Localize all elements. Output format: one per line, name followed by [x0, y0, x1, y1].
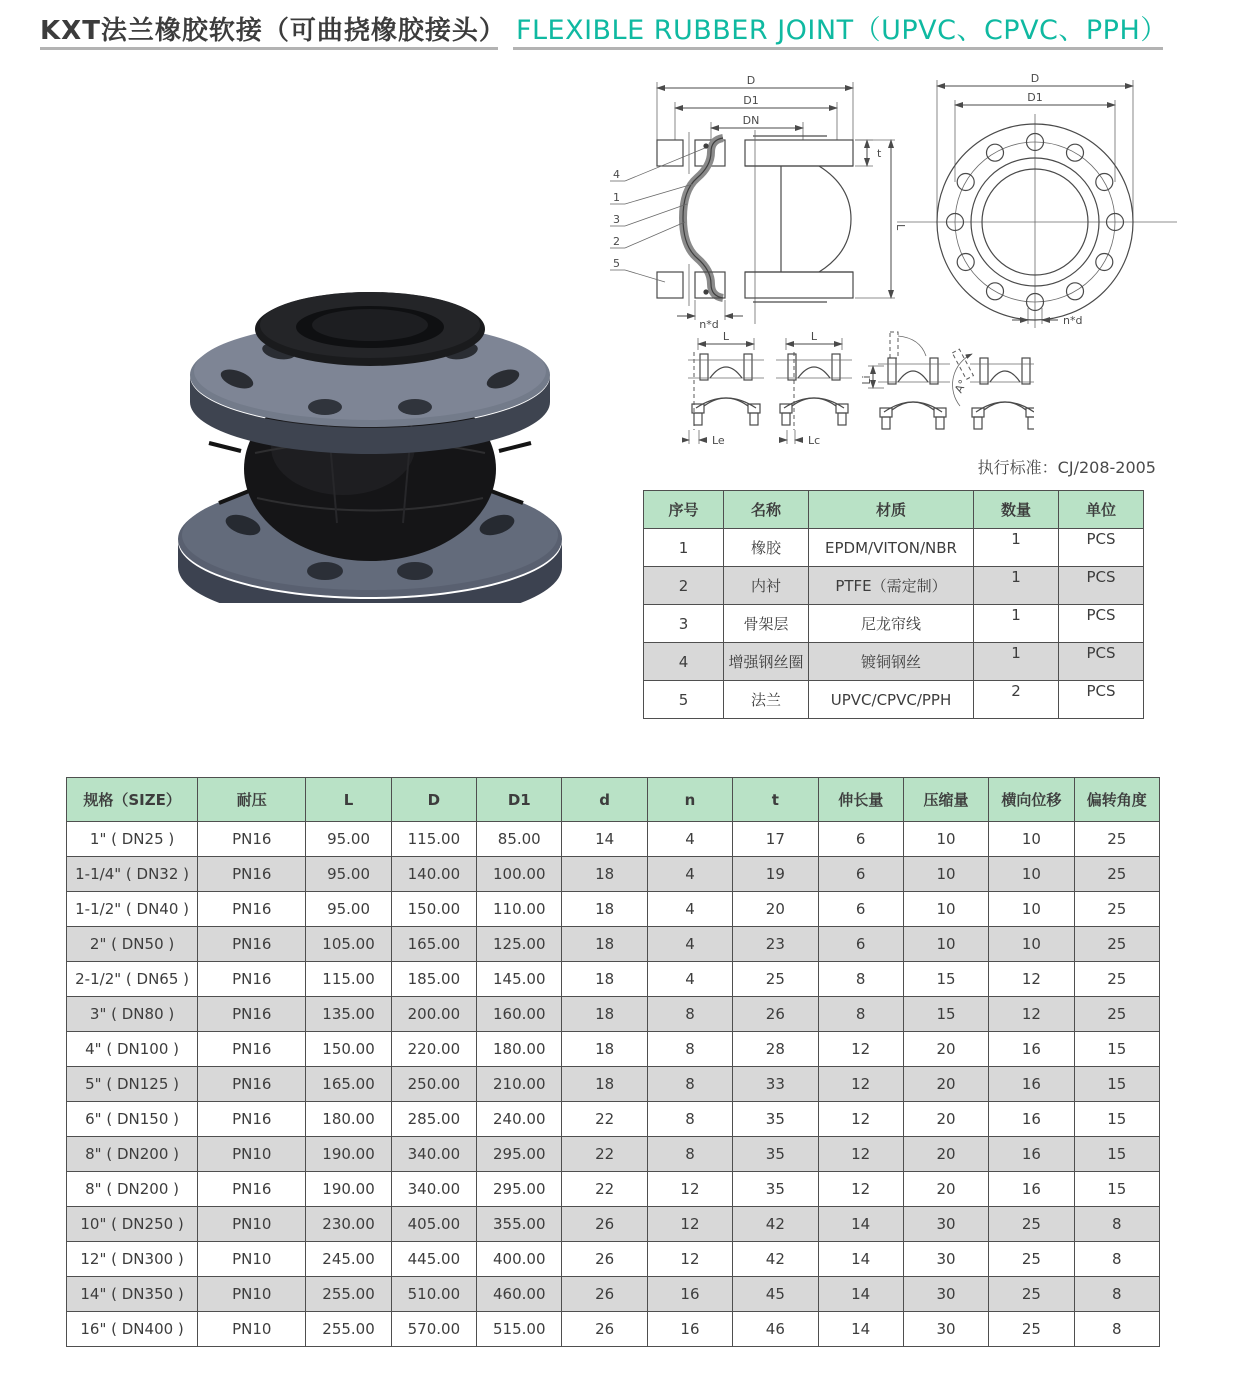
- table-cell: 46: [733, 1312, 818, 1347]
- diagram-elongation: [682, 330, 764, 447]
- table-cell: 20: [733, 892, 818, 927]
- table-cell: 6: [818, 892, 903, 927]
- table-row: [67, 1242, 1160, 1277]
- diagram-lateral: [860, 332, 950, 429]
- part-label-4: 4: [613, 168, 620, 181]
- table-cell: 25: [989, 1277, 1074, 1312]
- table-row: [67, 1312, 1160, 1347]
- table-cell: 4: [647, 892, 732, 927]
- table-cell: 95.00: [306, 857, 391, 892]
- dim-label-L: L: [894, 224, 907, 231]
- table-cell: 510.00: [391, 1277, 476, 1312]
- table-cell: 25: [1074, 927, 1159, 962]
- table-row: [67, 1032, 1160, 1067]
- table-cell: 28: [733, 1032, 818, 1067]
- table-cell: PN16: [198, 962, 306, 997]
- table-cell: PCS: [1059, 567, 1144, 605]
- table-cell: 26: [562, 1312, 647, 1347]
- table-cell: 8: [1074, 1312, 1159, 1347]
- table-cell: PCS: [1059, 681, 1144, 719]
- table-cell: 12: [647, 1172, 732, 1207]
- table-cell: 25: [1074, 822, 1159, 857]
- table-cell: 8: [647, 997, 732, 1032]
- table-cell: 15: [1074, 1102, 1159, 1137]
- deformation-diagrams: [682, 330, 1034, 462]
- table-cell: 10: [989, 892, 1074, 927]
- table-cell: 20: [903, 1137, 988, 1172]
- table-cell: 1: [974, 567, 1059, 605]
- table-cell: 2-1/2" ( DN65 ): [67, 962, 198, 997]
- table-cell: 135.00: [306, 997, 391, 1032]
- table-cell: 6: [818, 857, 903, 892]
- table-cell: 16" ( DN400 ): [67, 1312, 198, 1347]
- table-cell: 18: [562, 962, 647, 997]
- table-cell: 18: [562, 1032, 647, 1067]
- table-cell: 12: [989, 997, 1074, 1032]
- table-cell: 460.00: [477, 1277, 562, 1312]
- dim-label-Lc: Lc: [808, 434, 821, 447]
- column-header: 规格（SIZE）: [67, 778, 198, 822]
- table-cell: 570.00: [391, 1312, 476, 1347]
- table-cell: 12: [818, 1067, 903, 1102]
- table-row: [644, 567, 1144, 605]
- table-cell: 445.00: [391, 1242, 476, 1277]
- table-cell: 8: [647, 1102, 732, 1137]
- table-cell: 295.00: [477, 1137, 562, 1172]
- table-cell: 33: [733, 1067, 818, 1102]
- table-cell: 200.00: [391, 997, 476, 1032]
- table-cell: PN16: [198, 997, 306, 1032]
- dim-label-DN: DN: [742, 114, 760, 127]
- table-cell: 12: [989, 962, 1074, 997]
- column-header: 序号: [644, 491, 724, 529]
- table-cell: PN16: [198, 1067, 306, 1102]
- table-cell: 14: [818, 1242, 903, 1277]
- dim-label-D1: D1: [743, 94, 759, 107]
- page-title-english: FLEXIBLE RUBBER JOINT（UPVC、CPVC、PPH）: [515, 15, 1168, 46]
- table-cell: 22: [562, 1137, 647, 1172]
- table-row: [644, 529, 1144, 567]
- table-cell: 4: [644, 643, 724, 681]
- table-cell: 42: [733, 1207, 818, 1242]
- table-cell: 12: [647, 1207, 732, 1242]
- front-view-drawing: [895, 72, 1180, 330]
- table-cell: 25: [989, 1312, 1074, 1347]
- dim-label-L: L: [722, 330, 730, 343]
- table-cell: 22: [562, 1102, 647, 1137]
- table-cell: 45: [733, 1277, 818, 1312]
- table-cell: 190.00: [306, 1137, 391, 1172]
- column-header: 数量: [974, 491, 1059, 529]
- table-cell: EPDM/VITON/NBR: [809, 529, 974, 567]
- column-header: n: [647, 778, 732, 822]
- table-cell: 10" ( DN250 ): [67, 1207, 198, 1242]
- parts-table-header-row: [644, 491, 1144, 529]
- table-cell: 4" ( DN100 ): [67, 1032, 198, 1067]
- table-cell: 14: [562, 822, 647, 857]
- table-cell: 165.00: [306, 1067, 391, 1102]
- diagram-angular: [952, 349, 1034, 429]
- table-cell: PN16: [198, 1032, 306, 1067]
- table-cell: PN10: [198, 1137, 306, 1172]
- table-cell: 1: [644, 529, 724, 567]
- table-cell: 5: [644, 681, 724, 719]
- table-cell: PN10: [198, 1242, 306, 1277]
- table-cell: 25: [1074, 997, 1159, 1032]
- dim-label-Li: Li: [860, 375, 873, 385]
- part-label-2: 2: [613, 235, 620, 248]
- table-cell: 8" ( DN200 ): [67, 1172, 198, 1207]
- table-cell: 8: [647, 1137, 732, 1172]
- table-cell: 20: [903, 1102, 988, 1137]
- table-row: [67, 1102, 1160, 1137]
- table-cell: 骨架层: [724, 605, 809, 643]
- column-header: 材质: [809, 491, 974, 529]
- dim-label-D: D: [1030, 72, 1040, 85]
- table-row: [644, 605, 1144, 643]
- table-cell: 400.00: [477, 1242, 562, 1277]
- table-row: [67, 1172, 1160, 1207]
- table-cell: 180.00: [477, 1032, 562, 1067]
- table-cell: 内衬: [724, 567, 809, 605]
- spec-table-header-row: [67, 778, 1160, 822]
- table-row: [67, 1137, 1160, 1172]
- table-cell: 10: [903, 892, 988, 927]
- table-cell: 14: [818, 1207, 903, 1242]
- table-cell: 12" ( DN300 ): [67, 1242, 198, 1277]
- table-cell: 16: [989, 1137, 1074, 1172]
- table-cell: 2: [974, 681, 1059, 719]
- spec-table: [66, 777, 1160, 1347]
- table-cell: 18: [562, 1067, 647, 1102]
- part-label-5: 5: [613, 257, 620, 270]
- dim-label-D: D: [746, 74, 756, 87]
- table-cell: 18: [562, 927, 647, 962]
- table-row: [67, 927, 1160, 962]
- table-cell: 355.00: [477, 1207, 562, 1242]
- table-cell: 16: [989, 1172, 1074, 1207]
- table-cell: 12: [647, 1242, 732, 1277]
- table-cell: 4: [647, 927, 732, 962]
- table-cell: 255.00: [306, 1312, 391, 1347]
- table-cell: 8: [647, 1032, 732, 1067]
- standard-note: 执行标准：CJ/208-2005: [977, 458, 1156, 477]
- table-cell: 220.00: [391, 1032, 476, 1067]
- table-cell: PN16: [198, 857, 306, 892]
- dim-label-nd: n*d: [699, 318, 719, 330]
- table-cell: 10: [903, 857, 988, 892]
- table-cell: 20: [903, 1172, 988, 1207]
- page-title: [40, 8, 1168, 47]
- table-cell: 8" ( DN200 ): [67, 1137, 198, 1172]
- table-cell: 23: [733, 927, 818, 962]
- column-header: D: [391, 778, 476, 822]
- table-cell: PCS: [1059, 529, 1144, 567]
- table-cell: 22: [562, 1172, 647, 1207]
- column-header: d: [562, 778, 647, 822]
- table-cell: 10: [989, 927, 1074, 962]
- table-cell: 26: [562, 1277, 647, 1312]
- table-cell: 30: [903, 1277, 988, 1312]
- table-cell: PN16: [198, 927, 306, 962]
- table-cell: 25: [989, 1242, 1074, 1277]
- table-cell: 15: [1074, 1032, 1159, 1067]
- table-cell: 25: [733, 962, 818, 997]
- table-cell: 8: [818, 962, 903, 997]
- table-cell: 4: [647, 962, 732, 997]
- table-cell: 105.00: [306, 927, 391, 962]
- table-cell: 25: [989, 1207, 1074, 1242]
- table-cell: 12: [818, 1032, 903, 1067]
- table-cell: 12: [818, 1102, 903, 1137]
- table-row: [67, 857, 1160, 892]
- table-cell: 35: [733, 1102, 818, 1137]
- table-cell: 15: [1074, 1137, 1159, 1172]
- table-cell: 12: [818, 1172, 903, 1207]
- table-cell: 240.00: [477, 1102, 562, 1137]
- table-cell: 340.00: [391, 1137, 476, 1172]
- table-cell: 8: [1074, 1277, 1159, 1312]
- table-cell: 15: [903, 997, 988, 1032]
- table-cell: 95.00: [306, 892, 391, 927]
- table-cell: 8: [647, 1067, 732, 1102]
- table-cell: 25: [1074, 962, 1159, 997]
- table-cell: 30: [903, 1312, 988, 1347]
- part-leader-lines: [610, 148, 705, 282]
- table-cell: PCS: [1059, 605, 1144, 643]
- column-header: D1: [477, 778, 562, 822]
- table-row: [67, 1277, 1160, 1312]
- table-cell: 15: [903, 962, 988, 997]
- column-header: 单位: [1059, 491, 1144, 529]
- table-cell: 165.00: [391, 927, 476, 962]
- dim-label-L: L: [810, 330, 818, 343]
- dim-label-t: t: [877, 147, 882, 160]
- table-cell: 285.00: [391, 1102, 476, 1137]
- dim-label-nd: n*d: [1063, 314, 1083, 327]
- table-cell: 25: [1074, 892, 1159, 927]
- part-label-1: 1: [613, 191, 620, 204]
- table-cell: 295.00: [477, 1172, 562, 1207]
- table-cell: 250.00: [391, 1067, 476, 1102]
- table-cell: 160.00: [477, 997, 562, 1032]
- table-cell: 6" ( DN150 ): [67, 1102, 198, 1137]
- table-cell: 14: [818, 1277, 903, 1312]
- table-cell: 10: [989, 822, 1074, 857]
- product-photo: [175, 283, 565, 603]
- parts-table: [643, 490, 1144, 719]
- table-cell: 255.00: [306, 1277, 391, 1312]
- table-cell: 1-1/2" ( DN40 ): [67, 892, 198, 927]
- table-cell: 115.00: [391, 822, 476, 857]
- table-cell: 110.00: [477, 892, 562, 927]
- table-cell: 1: [974, 529, 1059, 567]
- table-cell: PN16: [198, 1172, 306, 1207]
- table-cell: 20: [903, 1032, 988, 1067]
- table-cell: UPVC/CPVC/PPH: [809, 681, 974, 719]
- table-cell: PN10: [198, 1312, 306, 1347]
- table-cell: 4: [647, 822, 732, 857]
- table-cell: PN10: [198, 1207, 306, 1242]
- table-cell: 340.00: [391, 1172, 476, 1207]
- table-cell: 尼龙帘线: [809, 605, 974, 643]
- table-cell: 15: [1074, 1067, 1159, 1102]
- table-cell: 18: [562, 997, 647, 1032]
- table-cell: 190.00: [306, 1172, 391, 1207]
- table-cell: 19: [733, 857, 818, 892]
- column-header: 耐压: [198, 778, 306, 822]
- part-label-3: 3: [613, 213, 620, 226]
- table-cell: 1: [974, 605, 1059, 643]
- table-cell: 镀铜钢丝: [809, 643, 974, 681]
- table-cell: 85.00: [477, 822, 562, 857]
- table-cell: 30: [903, 1242, 988, 1277]
- table-cell: 法兰: [724, 681, 809, 719]
- table-cell: 125.00: [477, 927, 562, 962]
- table-cell: PN16: [198, 822, 306, 857]
- table-cell: 16: [647, 1277, 732, 1312]
- column-header: 伸长量: [818, 778, 903, 822]
- table-cell: PCS: [1059, 643, 1144, 681]
- table-cell: 8: [1074, 1242, 1159, 1277]
- table-cell: 1-1/4" ( DN32 ): [67, 857, 198, 892]
- table-cell: 17: [733, 822, 818, 857]
- table-cell: 515.00: [477, 1312, 562, 1347]
- table-cell: 100.00: [477, 857, 562, 892]
- table-cell: 140.00: [391, 857, 476, 892]
- table-cell: 4: [647, 857, 732, 892]
- table-row: [67, 1207, 1160, 1242]
- table-cell: 26: [562, 1242, 647, 1277]
- table-cell: 35: [733, 1172, 818, 1207]
- table-cell: 245.00: [306, 1242, 391, 1277]
- table-cell: 42: [733, 1242, 818, 1277]
- title-underline-left: [40, 47, 498, 50]
- table-cell: 16: [989, 1032, 1074, 1067]
- table-cell: PN16: [198, 1102, 306, 1137]
- table-cell: 6: [818, 822, 903, 857]
- table-cell: 30: [903, 1207, 988, 1242]
- table-cell: 26: [733, 997, 818, 1032]
- table-cell: 115.00: [306, 962, 391, 997]
- dim-label-D1: D1: [1027, 91, 1043, 104]
- table-cell: 16: [989, 1067, 1074, 1102]
- table-cell: PTFE（需定制）: [809, 567, 974, 605]
- table-cell: 增强钢丝圈: [724, 643, 809, 681]
- table-cell: 10: [989, 857, 1074, 892]
- table-cell: 185.00: [391, 962, 476, 997]
- table-cell: 16: [989, 1102, 1074, 1137]
- table-cell: 210.00: [477, 1067, 562, 1102]
- table-row: [67, 997, 1160, 1032]
- table-cell: 18: [562, 892, 647, 927]
- table-cell: 14: [818, 1312, 903, 1347]
- table-cell: 25: [1074, 857, 1159, 892]
- table-row: [644, 643, 1144, 681]
- table-cell: 95.00: [306, 822, 391, 857]
- table-cell: 5" ( DN125 ): [67, 1067, 198, 1102]
- table-cell: 2" ( DN50 ): [67, 927, 198, 962]
- diagram-compression: [776, 330, 852, 447]
- table-cell: 35: [733, 1137, 818, 1172]
- table-cell: 180.00: [306, 1102, 391, 1137]
- table-cell: 405.00: [391, 1207, 476, 1242]
- table-cell: 12: [818, 1137, 903, 1172]
- table-cell: PN16: [198, 892, 306, 927]
- table-row: [644, 681, 1144, 719]
- table-row: [67, 892, 1160, 927]
- table-cell: 20: [903, 1067, 988, 1102]
- table-cell: 3: [644, 605, 724, 643]
- table-cell: PN10: [198, 1277, 306, 1312]
- column-header: 偏转角度: [1074, 778, 1159, 822]
- section-view-drawing: [605, 72, 907, 330]
- table-cell: 10: [903, 822, 988, 857]
- table-cell: 3" ( DN80 ): [67, 997, 198, 1032]
- table-cell: 16: [647, 1312, 732, 1347]
- title-underline-right: [513, 47, 1163, 50]
- table-cell: 230.00: [306, 1207, 391, 1242]
- table-cell: 2: [644, 567, 724, 605]
- table-cell: 1: [974, 643, 1059, 681]
- table-cell: 8: [818, 997, 903, 1032]
- table-cell: 6: [818, 927, 903, 962]
- table-cell: 150.00: [306, 1032, 391, 1067]
- dim-label-Le: Le: [712, 434, 725, 447]
- column-header: 压缩量: [903, 778, 988, 822]
- column-header: L: [306, 778, 391, 822]
- table-cell: 14" ( DN350 ): [67, 1277, 198, 1312]
- dim-label-A: A°: [952, 377, 970, 396]
- table-cell: 橡胶: [724, 529, 809, 567]
- table-row: [67, 962, 1160, 997]
- table-cell: 8: [1074, 1207, 1159, 1242]
- column-header: t: [733, 778, 818, 822]
- table-cell: 150.00: [391, 892, 476, 927]
- table-cell: 145.00: [477, 962, 562, 997]
- table-cell: 18: [562, 857, 647, 892]
- table-cell: 15: [1074, 1172, 1159, 1207]
- table-cell: 10: [903, 927, 988, 962]
- column-header: 横向位移: [989, 778, 1074, 822]
- page-title-chinese: KXT法兰橡胶软接（可曲挠橡胶接头）: [40, 16, 506, 46]
- table-cell: 26: [562, 1207, 647, 1242]
- column-header: 名称: [724, 491, 809, 529]
- table-row: [67, 822, 1160, 857]
- table-row: [67, 1067, 1160, 1102]
- table-cell: 1" ( DN25 ): [67, 822, 198, 857]
